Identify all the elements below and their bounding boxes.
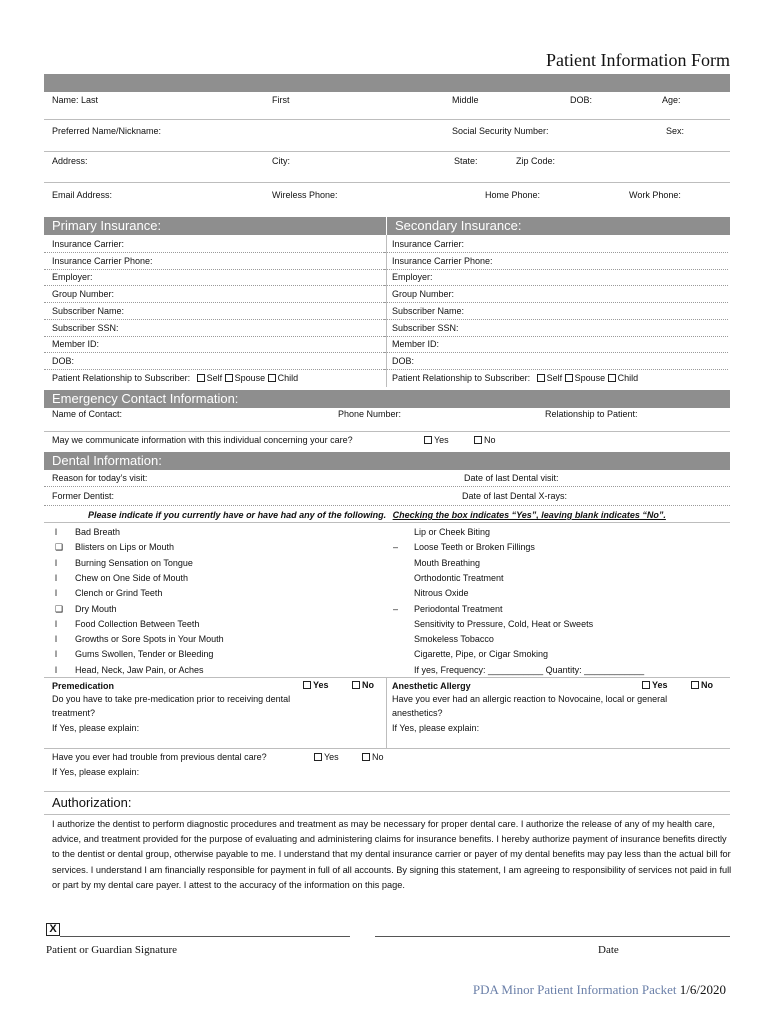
premed-yes-label: Yes bbox=[313, 680, 329, 690]
secondary-relationship bbox=[392, 373, 638, 383]
row-divider bbox=[44, 791, 730, 792]
signature-line bbox=[60, 936, 350, 937]
row-divider bbox=[44, 302, 386, 303]
condition-label: Orthodontic Treatment bbox=[414, 572, 504, 583]
trouble-question: Have you ever had trouble from previous dental care? bbox=[52, 752, 267, 762]
primary-spouse-checkbox[interactable] bbox=[225, 374, 233, 382]
condition-label: Burning Sensation on Tongue bbox=[75, 557, 193, 568]
primary-relationship bbox=[52, 373, 298, 383]
name-last-label: Name: Last bbox=[52, 95, 99, 105]
row-divider bbox=[384, 269, 728, 270]
row-divider bbox=[384, 336, 728, 337]
row-divider bbox=[44, 522, 730, 523]
secondary-field-label: Group Number: bbox=[392, 289, 455, 299]
visit-reason-label: Reason for today’s visit: bbox=[52, 473, 148, 483]
dental-information-heading: Dental Information: bbox=[44, 452, 730, 470]
secondary-field-label: Subscriber SSN: bbox=[392, 323, 459, 333]
condition-label: Mouth Breathing bbox=[414, 557, 481, 568]
condition-label: Growths or Sore Spots in Your Mouth bbox=[75, 634, 224, 645]
condition-checkbox[interactable]: l bbox=[55, 664, 57, 675]
communicate-yes-label: Yes bbox=[434, 435, 449, 445]
premed-question-line2: treatment? bbox=[52, 708, 96, 718]
condition-label: Dry Mouth bbox=[75, 603, 117, 614]
communicate-no-label: No bbox=[484, 435, 496, 445]
date-label: Date bbox=[598, 944, 619, 956]
contact-phone-label: Phone Number: bbox=[338, 409, 402, 419]
trouble-yes-label: Yes bbox=[324, 752, 339, 762]
condition-checkbox[interactable]: l bbox=[55, 557, 57, 568]
contact-relationship-label: Relationship to Patient: bbox=[545, 409, 638, 419]
secondary-field-label: Insurance Carrier Phone: bbox=[392, 256, 493, 266]
row-divider bbox=[44, 336, 386, 337]
row-divider bbox=[44, 431, 730, 432]
row-divider bbox=[384, 319, 728, 320]
signature-label: Patient or Guardian Signature bbox=[46, 944, 178, 956]
anesthetic-no-label: No bbox=[701, 680, 713, 690]
dental-instruction bbox=[88, 510, 666, 520]
preferred-name-label: Preferred Name/Nickname: bbox=[52, 126, 162, 136]
row-divider bbox=[44, 505, 730, 506]
trouble-yes bbox=[314, 752, 339, 762]
trouble-no-checkbox[interactable] bbox=[362, 753, 370, 761]
instruction-text: Please indicate if you currently have or have had any of the following. bbox=[88, 510, 387, 520]
secondary-self-label: Self bbox=[546, 373, 563, 383]
dob-label: DOB: bbox=[570, 95, 593, 105]
anesthetic-no-checkbox[interactable] bbox=[691, 681, 699, 689]
primary-field-label: Employer: bbox=[52, 272, 93, 282]
communicate-question: May we communicate information with this individual concerning your care? bbox=[52, 435, 353, 445]
condition-checkbox[interactable]: l bbox=[55, 527, 57, 537]
secondary-child-label: Child bbox=[617, 373, 639, 383]
condition-label: Chew on One Side of Mouth bbox=[75, 572, 189, 583]
row-divider bbox=[384, 369, 728, 370]
secondary-field-label: DOB: bbox=[392, 356, 415, 366]
primary-field-label: Insurance Carrier: bbox=[52, 239, 125, 249]
anesthetic-question-line2: anesthetics? bbox=[392, 708, 443, 718]
anesthetic-yes-label: Yes bbox=[652, 680, 668, 690]
primary-insurance-heading: Primary Insurance: bbox=[44, 217, 386, 235]
premed-question-line1: Do you have to take pre-medication prior to receiving dental bbox=[52, 694, 291, 704]
condition-checkbox[interactable]: l bbox=[55, 618, 57, 629]
secondary-field-label: Member ID: bbox=[392, 339, 440, 349]
anesthetic-explain-label: If Yes, please explain: bbox=[392, 723, 480, 733]
zip-label: Zip Code: bbox=[516, 156, 556, 166]
address-label: Address: bbox=[52, 156, 88, 166]
condition-checkbox[interactable]: l bbox=[55, 572, 57, 583]
premed-yes-checkbox[interactable] bbox=[303, 681, 311, 689]
first-name-label: First bbox=[272, 95, 290, 105]
row-divider bbox=[44, 182, 730, 183]
footer-date: 1/6/2020 bbox=[679, 982, 726, 997]
condition-checkbox[interactable]: – bbox=[393, 603, 399, 614]
former-dentist-label: Former Dentist: bbox=[52, 491, 115, 501]
condition-label: Sensitivity to Pressure, Cold, Heat or Sweets bbox=[414, 618, 594, 629]
date-line bbox=[375, 936, 730, 937]
condition-label: Nitrous Oxide bbox=[414, 588, 469, 599]
authorization-heading: Authorization: bbox=[52, 795, 132, 810]
age-label: Age: bbox=[662, 95, 681, 105]
row-divider bbox=[44, 486, 730, 487]
condition-label: Lip or Cheek Biting bbox=[414, 527, 491, 537]
anesthetic-no bbox=[691, 680, 713, 690]
row-divider bbox=[44, 269, 386, 270]
condition-checkbox[interactable]: l bbox=[55, 634, 57, 645]
primary-field-label: Member ID: bbox=[52, 339, 100, 349]
ssn-label: Social Security Number: bbox=[452, 126, 549, 136]
primary-field-label: DOB: bbox=[52, 356, 75, 366]
secondary-self-checkbox[interactable] bbox=[537, 374, 545, 382]
signature-mark-icon: X bbox=[46, 923, 60, 936]
communicate-no-checkbox[interactable] bbox=[474, 436, 482, 444]
primary-spouse-label: Spouse bbox=[234, 373, 266, 383]
condition-label: Gums Swollen, Tender or Bleeding bbox=[75, 649, 214, 660]
premed-no-checkbox[interactable] bbox=[352, 681, 360, 689]
header-bar bbox=[44, 74, 730, 92]
row-divider bbox=[44, 369, 386, 370]
communicate-no bbox=[474, 435, 496, 445]
row-divider bbox=[384, 352, 728, 353]
wireless-phone-label: Wireless Phone: bbox=[272, 190, 338, 200]
secondary-child-checkbox[interactable] bbox=[608, 374, 616, 382]
row-divider bbox=[44, 677, 730, 678]
secondary-field-label: Insurance Carrier: bbox=[392, 239, 465, 249]
primary-child-checkbox[interactable] bbox=[268, 374, 276, 382]
condition-label: Smokeless Tobacco bbox=[414, 634, 494, 645]
row-divider bbox=[44, 252, 386, 253]
condition-label: Periodontal Treatment bbox=[414, 603, 503, 614]
page-title: Patient Information Form bbox=[546, 50, 730, 70]
row-divider bbox=[44, 285, 386, 286]
primary-field-label: Subscriber SSN: bbox=[52, 323, 119, 333]
condition-label: Clench or Grind Teeth bbox=[75, 588, 163, 599]
row-divider bbox=[384, 285, 728, 286]
secondary-relationship-label: Patient Relationship to Subscriber: bbox=[392, 373, 531, 383]
condition-checkbox[interactable]: ❑ bbox=[55, 603, 64, 614]
condition-label: Cigarette, Pipe, or Cigar Smoking bbox=[414, 649, 549, 660]
condition-label: Blisters on Lips or Mouth bbox=[75, 542, 175, 553]
primary-relationship-label: Patient Relationship to Subscriber: bbox=[52, 373, 191, 383]
last-xray-label: Date of last Dental X-rays: bbox=[462, 491, 568, 501]
home-phone-label: Home Phone: bbox=[485, 190, 541, 200]
instruction-underlined: Checking the box indicates “Yes”, leaving blank indicates “No”. bbox=[392, 510, 666, 520]
last-visit-label: Date of last Dental visit: bbox=[464, 473, 559, 483]
row-divider bbox=[384, 302, 728, 303]
state-label: State: bbox=[454, 156, 478, 166]
secondary-field-label: Employer: bbox=[392, 272, 433, 282]
row-divider bbox=[44, 814, 730, 815]
authorization-text: I authorize the dentist to perform diagnostic procedures and treatment as may be necessary for proper dental care. I authorize the release of any of my health care, advice, and treatment provided for the purpose of evaluating and administering claims for insurance benefits. I hereby authorize payment of insurance benefits directly to the dentist or dental group, otherwise payable to me. I understand that my dental insurance carrier or payer of my dental benefits may pay less than the actual bill for services. I understand I am financially responsible for payment in full of all accounts. By signing this statement, I am agreeing to responsibility of services not paid in full or part by my dental care payer. I attest to the accuracy of the information on this page. bbox=[52, 819, 732, 890]
primary-self-label: Self bbox=[206, 373, 223, 383]
premed-no-label: No bbox=[362, 680, 374, 690]
trouble-no bbox=[362, 752, 384, 762]
sex-label: Sex: bbox=[666, 126, 685, 136]
trouble-no-label: No bbox=[372, 752, 384, 762]
insurance-column-divider bbox=[386, 235, 387, 387]
premed-yes bbox=[303, 680, 329, 690]
anesthetic-heading: Anesthetic Allergy bbox=[392, 681, 471, 691]
secondary-field-label: Subscriber Name: bbox=[392, 306, 465, 316]
primary-field-label: Subscriber Name: bbox=[52, 306, 125, 316]
premed-explain-label: If Yes, please explain: bbox=[52, 723, 140, 733]
premed-heading: Premedication bbox=[52, 681, 115, 691]
work-phone-label: Work Phone: bbox=[629, 190, 681, 200]
secondary-insurance-heading: Secondary Insurance: bbox=[386, 217, 730, 235]
primary-field-label: Insurance Carrier Phone: bbox=[52, 256, 153, 266]
emergency-contact-heading: Emergency Contact Information: bbox=[44, 390, 730, 408]
condition-label: Food Collection Between Teeth bbox=[75, 618, 200, 629]
city-label: City: bbox=[272, 156, 290, 166]
footer-packet-name: PDA Minor Patient Information Packet bbox=[472, 982, 677, 997]
communicate-yes-checkbox[interactable] bbox=[424, 436, 432, 444]
condition-label: Loose Teeth or Broken Fillings bbox=[414, 542, 535, 553]
primary-field-label: Group Number: bbox=[52, 289, 115, 299]
condition-checkbox[interactable]: l bbox=[55, 649, 57, 660]
anesthetic-question-line1: Have you ever had an allergic reaction to Novocaine, local or general bbox=[392, 694, 668, 704]
row-divider bbox=[44, 119, 730, 120]
condition-label: If yes, Frequency: ___________ Quantity: ____________ bbox=[414, 664, 645, 675]
middle-name-label: Middle bbox=[452, 95, 479, 105]
condition-checkbox[interactable]: – bbox=[393, 542, 399, 553]
condition-label: Head, Neck, Jaw Pain, or Aches bbox=[75, 664, 204, 675]
row-divider bbox=[384, 252, 728, 253]
trouble-yes-checkbox[interactable] bbox=[314, 753, 322, 761]
condition-checkbox[interactable]: ❑ bbox=[55, 542, 64, 553]
premed-no bbox=[352, 680, 374, 690]
anesthetic-yes bbox=[642, 680, 668, 690]
row-divider bbox=[44, 748, 730, 749]
condition-label: Bad Breath bbox=[75, 527, 121, 537]
premed-column-divider bbox=[386, 678, 387, 748]
anesthetic-yes-checkbox[interactable] bbox=[642, 681, 650, 689]
email-label: Email Address: bbox=[52, 190, 113, 200]
footer bbox=[473, 982, 726, 998]
row-divider bbox=[44, 319, 386, 320]
contact-name-label: Name of Contact: bbox=[52, 409, 123, 419]
primary-self-checkbox[interactable] bbox=[197, 374, 205, 382]
trouble-explain-label: If Yes, please explain: bbox=[52, 767, 140, 777]
primary-child-label: Child bbox=[277, 373, 299, 383]
condition-checkbox[interactable]: l bbox=[55, 588, 57, 599]
secondary-spouse-label: Spouse bbox=[574, 373, 606, 383]
communicate-yes bbox=[424, 435, 449, 445]
secondary-spouse-checkbox[interactable] bbox=[565, 374, 573, 382]
row-divider bbox=[44, 352, 386, 353]
row-divider bbox=[44, 151, 730, 152]
